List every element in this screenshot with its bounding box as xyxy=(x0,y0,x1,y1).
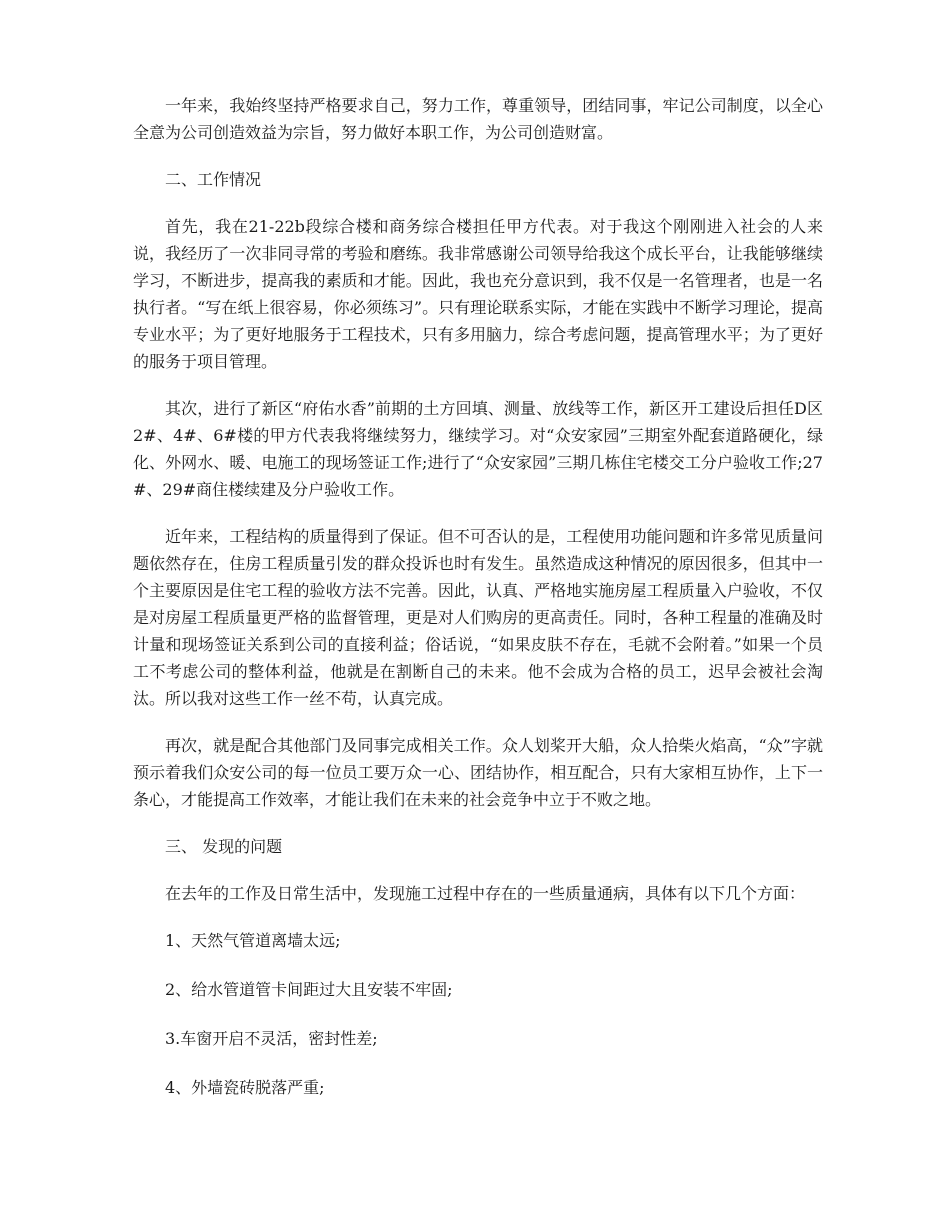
document-page xyxy=(133,92,823,1123)
problems-intro-paragraph: 在去年的工作及日常生活中，发现施工过程中存在的一些质量通病，具体有以下几个方面： xyxy=(165,884,806,903)
issue-list-item: 4、外墙瓷砖脱落严重; xyxy=(165,1078,325,1097)
paragraph-first: 首先，我在21-22b段综合楼和商务综合楼担任甲方代表。对于我这个刚刚进入社会的人来说，我经历了一次非同寻常的考验和磨练。我非常感谢公司领导给我这个成长平台，让我能够继续学习，不断进步，提高我的素质和才能。因此，我也充分意识到，我不仅是一名管理者，也是一名执行者。“写在纸上很容易，你必须练习”。只有理论联系实际，才能在实践中不断学习理论，提高专业水平；为了更好地服务于工程技术，只有多用脑力，综合考虑问题，提高管理水平；为了更好的服务于项目管理。 xyxy=(133,217,823,371)
intro-paragraph: 一年来，我始终坚持严格要求自己，努力工作，尊重领导，团结同事，牢记公司制度，以全心全意为公司创造效益为宗旨，努力做好本职工作，为公司创造财富。 xyxy=(133,96,823,142)
section-heading-problems: 三、 发现的问题 xyxy=(165,837,283,856)
issue-list-item: 3.车窗开启不灵活，密封性差; xyxy=(165,1029,378,1048)
section-heading-work-situation: 二、工作情况 xyxy=(165,170,262,189)
paragraph-fourth: 再次，就是配合其他部门及同事完成相关工作。众人划桨开大船，众人拾柴火焰高，“众”字就预示着我们众安公司的每一位员工要万众一心、团结协作，相互配合，只有大家相互协作，上下一条心，才能提高工作效率，才能让我们在未来的社会竞争中立于不败之地。 xyxy=(133,736,823,809)
issue-list-item: 1、天然气管道离墙太远; xyxy=(165,931,341,950)
paragraph-third: 近年来，工程结构的质量得到了保证。但不可否认的是，工程使用功能问题和许多常见质量问题依然存在，住房工程质量引发的群众投诉也时有发生。虽然造成这种情况的原因很多，但其中一个主要原因是住宅工程的验收方法不完善。因此，认真、严格地实施房屋工程质量入户验收，不仅是对房屋工程质量更严格的监督管理，更是对人们购房的更高责任。同时，各种工程量的准确及时计量和现场签证关系到公司的直接利益；俗话说，“如果皮肤不存在，毛就不会附着。”如果一个员工不考虑公司的整体利益，他就是在割断自己的未来。他不会成为合格的员工，迟早会被社会淘汰。所以我对这些工作一丝不苟，认真完成。 xyxy=(133,527,823,708)
paragraph-second: 其次，进行了新区“府佑水香”前期的土方回填、测量、放线等工作，新区开工建设后担任D区2#、4#、6#楼的甲方代表我将继续努力，继续学习。对“众安家园”三期室外配套道路硬化，绿化、外网水、暖、电施工的现场签证工作;进行了“众安家园”三期几栋住宅楼交工分户验收工作;27#、29#商住楼续建及分户验收工作。 xyxy=(133,399,823,499)
issue-list-item: 2、给水管道管卡间距过大且安装不牢固; xyxy=(165,980,453,999)
